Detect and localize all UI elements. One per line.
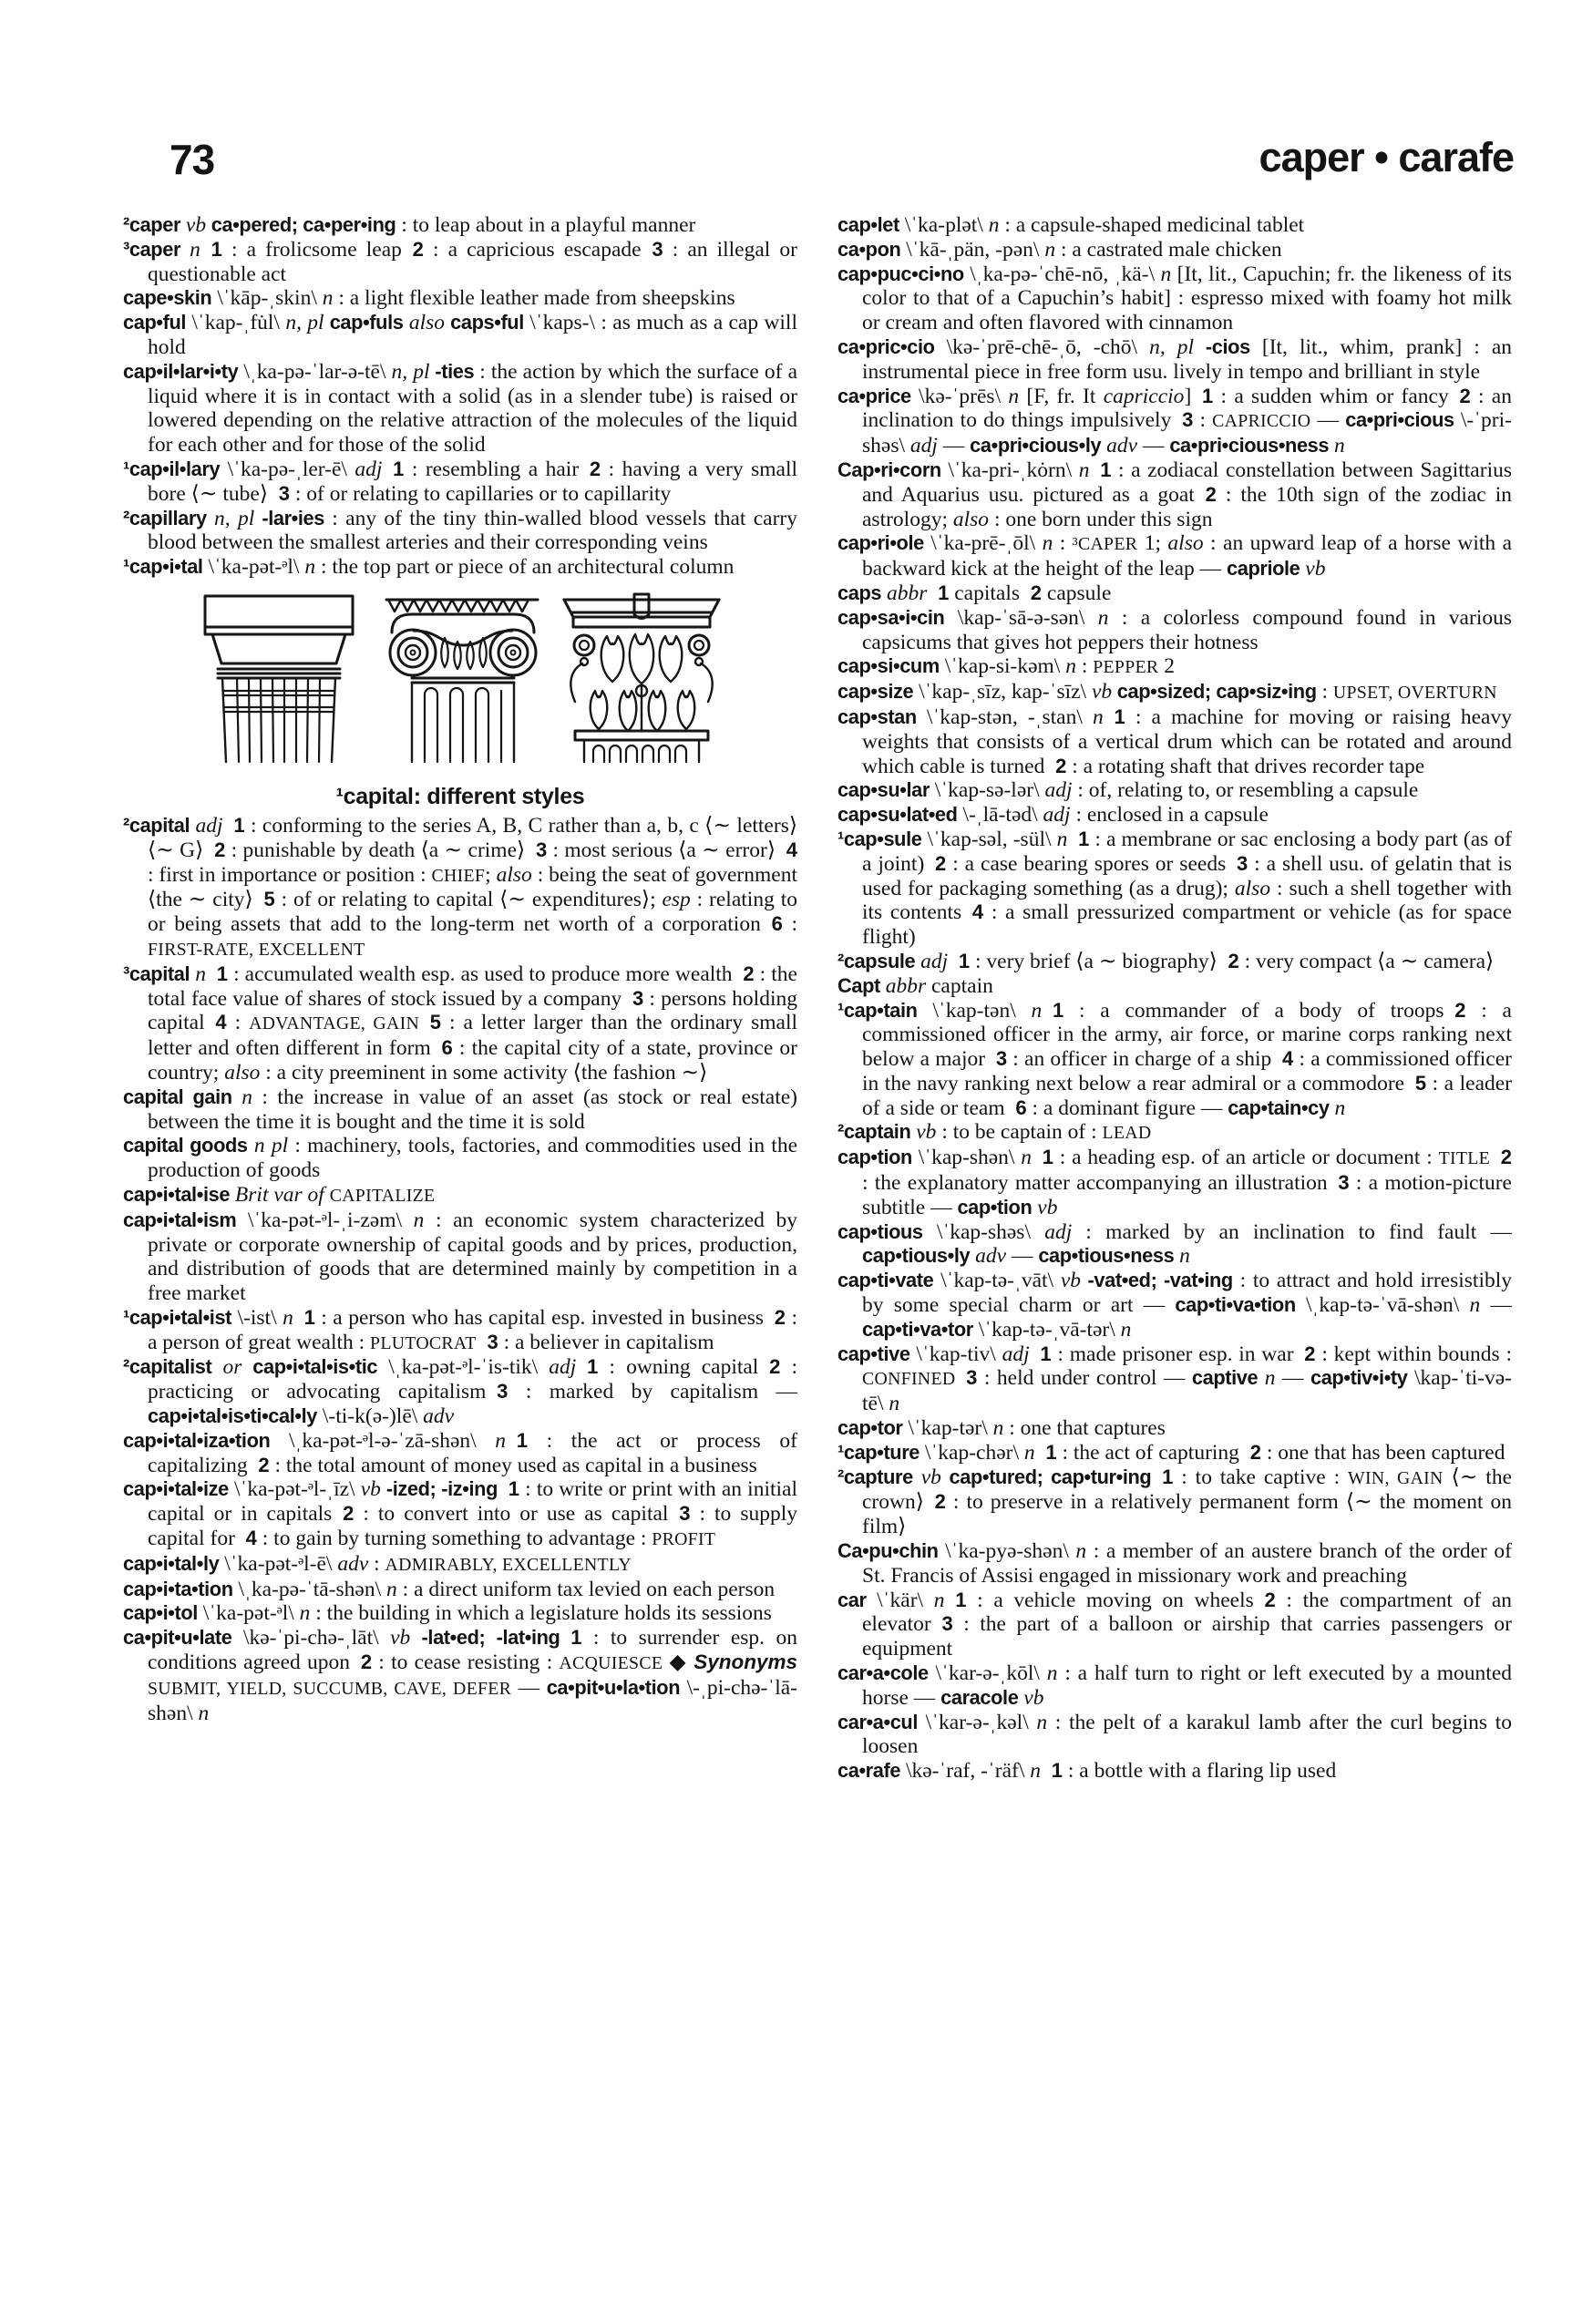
- dictionary-entry: cap•ri•ole \ˈka-prē-ˌōl\ n : ³CAPER 1; also : an upward leap of a horse with a backward kick at the height of the leap — capriole vb: [837, 531, 1513, 581]
- dictionary-entry: Ca•pu•chin \ˈka-pyə-shən\ n : a member of an austere branch of the order of St. Francis of Assisi engaged in missionary work and preaching: [837, 1539, 1512, 1588]
- left-column: [123, 213, 797, 1784]
- dictionary-entry: cap•sa•i•cin \kap-ˈsā-ə-sən\ n : a colorless compound found in various capsicums that gives hot peppers their hotness: [837, 605, 1512, 654]
- dictionary-entry: cap•i•tal•iza•tion \ˌka-pət-ᵊl-ə-ˈzā-shən\ n 1 : the act or process of capitalizing 2 : the total amount of money used as capital in a business: [123, 1428, 797, 1477]
- dictionary-entry: ¹cap•tain \ˈkap-tən\ n 1 : a commander of a body of troops 2 : a commissioned officer in the army, air force, or marine corps ranking next below a major 3 : an officer in charge of a ship 4 : a commissioned officer in the navy ranking next below a rear admiral or a commodore 5 : a leader of a side or team 6 : a dominant figure — cap•tain•cy n: [837, 998, 1513, 1120]
- dictionary-entry: cap•su•lat•ed \-ˌlā-təd\ adj : enclosed in a capsule: [837, 803, 1269, 828]
- dictionary-entry: ¹cap•ture \ˈkap-chər\ n 1 : the act of capturing 2 : one that has been captured: [837, 1440, 1505, 1465]
- dictionary-entry: ¹cap•il•lary \ˈka-pə-ˌler-ē\ adj 1 : resembling a hair 2 : having a very small bore ⟨∼ tube⟩ 3 : of or relating to capillaries or to capillarity: [123, 457, 798, 506]
- text-columns: [123, 213, 1512, 1784]
- dictionary-entry: car•a•cul \ˈkar-ə-ˌkəl\ n : the pelt of a karakul lamb after the curl begins to loosen: [837, 1710, 1512, 1759]
- dictionary-entry: ²capitalist or cap•i•tal•is•tic \ˌka-pət-ᵊl-ˈis-tik\ adj 1 : owning capital 2 : practicing or advocating capitalism 3 : marked by capitalism — cap•i•tal•is•ti•cal•ly \-ti-k(ə-)lē\ adv: [123, 1355, 798, 1429]
- dictionary-entry: cap•il•lar•i•ty \ˌka-pə-ˈlar-ə-tē\ n, pl -ties : the action by which the surface of a liquid where it is in contact with a solid (as in a slender tube) is raised or lowered depending on the relative attraction of the molecules of the liquid for each other and for those of the solid: [123, 359, 798, 458]
- dictionary-entry: cap•si•cum \ˈkap-si-kəm\ n : PEPPER 2: [837, 654, 1176, 679]
- dictionary-entry: ¹cap•i•tal•ist \-ist\ n 1 : a person who has capital esp. invested in business 2 : a person of great wealth : PLUTOCRAT 3 : a believer in capitalism: [123, 1305, 797, 1354]
- dictionary-entry: cap•tor \ˈkap-tər\ n : one that captures: [837, 1416, 1166, 1441]
- dictionary-entry: cap•size \ˈkap-ˌsīz, kap-ˈsīz\ vb cap•sized; cap•siz•ing : UPSET, OVERTURN: [837, 680, 1497, 704]
- dictionary-entry: ²captain vb : to be captain of : LEAD: [837, 1120, 1152, 1145]
- dictionary-entry: ¹cap•sule \ˈkap-səl, -sül\ n 1 : a membrane or sac enclosing a body part (as of a joint) 2 : a case bearing spores or seeds 3 : a shell usu. of gelatin that is used for packaging something (as a drug); also : such a shell together with its contents 4 : a small pressurized compartment or vehicle (as for space flight): [837, 827, 1512, 950]
- doric-capital-drawing: [205, 596, 353, 762]
- dictionary-entry: cap•ti•vate \ˈkap-tə-ˌvāt\ vb -vat•ed; -vat•ing : to attract and hold irresistibly by some special charm or art — cap•ti•va•tion \ˌkap-tə-ˈvā-shən\ n — cap•ti•va•tor \ˈkap-tə-ˌvā-tər\ n: [837, 1269, 1513, 1342]
- dictionary-entry: ¹cap•i•tal \ˈka-pət-ᵊl\ n : the top part or piece of an architectural column: [123, 555, 735, 580]
- right-column: [837, 213, 1512, 1784]
- ionic-capital-drawing: [386, 600, 538, 762]
- dictionary-entry: Cap•ri•corn \ˈka-pri-ˌkȯrn\ n 1 : a zodiacal constellation between Sagittarius and Aquarius usu. pictured as a goat 2 : the 10th sign of the zodiac in astrology; also : one born under this sign: [837, 458, 1513, 531]
- dictionary-entry: ca•rafe \kə-ˈraf, -ˈräf\ n 1 : a bottle with a flaring lip used: [837, 1759, 1337, 1784]
- dictionary-entry: ca•price \kə-ˈprēs\ n [F, fr. It capriccio] 1 : a sudden whim or fancy 2 : an inclination to do things impulsively 3 : CAPRICCIO — ca•pri•cious \-ˈpri-shəs\ adj — ca•pri•cious•ly adv — ca•pri•cious•ness n: [837, 384, 1512, 458]
- dictionary-entry: cap•i•tal•ise Brit var of CAPITALIZE: [123, 1182, 436, 1207]
- capital-styles-illustration: [196, 592, 724, 767]
- figure-caption: ¹capital: different styles: [335, 783, 585, 809]
- dictionary-entry: ca•pric•cio \kə-ˈprē-chē-ˌō, -chō\ n, pl -cios [It, lit., whim, prank] : an instrumental piece in free form usu. lively in tempo and brilliant in style: [837, 334, 1512, 384]
- dictionary-entry: cap•i•tol \ˈka-pət-ᵊl\ n : the building in which a legislature holds its sessions: [123, 1601, 772, 1626]
- dictionary-entry: Capt abbr captain: [837, 973, 993, 998]
- dictionary-entry: cape•skin \ˈkāp-ˌskin\ n : a light flexible leather made from sheepskins: [123, 286, 735, 311]
- page-number: 73: [170, 136, 215, 183]
- dictionary-entry: cap•tion \ˈkap-shən\ n 1 : a heading esp. of an article or document : TITLE 2 : the explanatory matter accompanying an illustration 3 : a motion-picture subtitle — cap•tion vb: [837, 1146, 1512, 1219]
- dictionary-entry: cap•puc•ci•no \ˌka-pə-ˈchē-nō, ˌkä-\ n [It, lit., Capuchin; fr. the likeness of its color to that of a Capuchin’s habit] : espresso mixed with foamy hot milk or cream and often flavored with cinnamon: [837, 262, 1512, 335]
- right-column-entries: [837, 213, 1512, 1784]
- dictionary-entry: cap•i•tal•ize \ˈka-pət-ᵊl-ˌīz\ vb -ized; -iz•ing 1 : to write or print with an initial capital or in capitals 2 : to convert into or use as capital 3 : to supply capital for 4 : to gain by turning something to advantage : PROFIT: [123, 1477, 798, 1551]
- dictionary-entry: caps abbr 1 capitals 2 capsule: [837, 581, 1112, 605]
- dictionary-entry: ²caper vb ca•pered; ca•per•ing : to leap about in a playful manner: [123, 213, 696, 237]
- dictionary-entry: capital goods n pl : machinery, tools, factories, and commodities used in the production of goods: [123, 1134, 798, 1183]
- dictionary-entry: ³caper n 1 : a frolicsome leap 2 : a capricious escapade 3 : an illegal or questionable act: [123, 237, 797, 286]
- dictionary-entry: cap•stan \ˈkap-stən, -ˌstan\ n 1 : a machine for moving or raising heavy weights that consists of a vertical drum which can be rotated and around which cable is turned 2 : a rotating shaft that drives recorder tape: [837, 704, 1512, 778]
- guide-words: caper • carafe: [1259, 134, 1514, 180]
- dictionary-entry: car \ˈkär\ n 1 : a vehicle moving on wheels 2 : the compartment of an elevator 3 : the part of a balloon or airship that carries passengers or equipment: [837, 1588, 1513, 1661]
- dictionary-entry: car•a•cole \ˈkar-ə-ˌkōl\ n : a half turn to right or left executed by a mounted horse — caracole vb: [837, 1661, 1512, 1710]
- dictionary-entry: ²capillary n, pl -lar•ies : any of the tiny thin-walled blood vessels that carry blood between the smallest arteries and their corresponding veins: [123, 506, 798, 555]
- dictionary-entry: ³capital n 1 : accumulated wealth esp. as used to produce more wealth 2 : the total face value of shares of stock issued by a company 3 : persons holding capital 4 : ADVANTAGE, GAIN 5 : a letter larger than the ordinary small letter and often different in form 6 : the capital city of a state, province or country; also : a city preeminent in some activity ⟨the fashion ∼⟩: [123, 961, 797, 1085]
- dictionary-entry: cap•i•tal•ism \ˈka-pət-ᵊl-ˌi-zəm\ n : an economic system characterized by private or corporate ownership of capital goods and by prices, production, and distribution of goods that are determined mainly by competition in a free market: [123, 1208, 797, 1306]
- dictionary-entry: ca•pon \ˈkā-ˌpän, -pən\ n : a castrated male chicken: [837, 237, 1282, 262]
- dictionary-entry: ²capsule adj 1 : very brief ⟨a ∼ biography⟩ 2 : very compact ⟨a ∼ camera⟩: [837, 949, 1495, 973]
- corinthian-capital-drawing: [564, 594, 719, 762]
- dictionary-entry: cap•ful \ˈkap-ˌfu̇l\ n, pl cap•fuls also caps•ful \ˈkaps-\ : as much as a cap will hold: [123, 311, 797, 359]
- dictionary-entry: cap•i•ta•tion \ˌka-pə-ˈtā-shən\ n : a direct uniform tax levied on each person: [123, 1577, 776, 1601]
- dictionary-entry: ²capture vb cap•tured; cap•tur•ing 1 : to take captive : WIN, GAIN ⟨∼ the crown⟩ 2 : to preserve in a relatively permanent form ⟨∼ the moment on film⟩: [837, 1465, 1513, 1539]
- left-column-entries-bottom: [123, 814, 797, 1725]
- dictionary-entry: ²capital adj 1 : conforming to the series A, B, C rather than a, b, c ⟨∼ letters⟩ ⟨∼ G⟩ 2 : punishable by death ⟨a ∼ crime⟩ 3 : most serious ⟨a ∼ error⟩ 4 : first in importance or position : CHIEF; also : being the seat of government ⟨the ∼ city⟩ 5 : of or relating to capital ⟨∼ expenditures⟩; esp : relating to or being assets that add to the long-term net worth of a corporation 6 : FIRST-RATE, EXCELLENT: [123, 813, 798, 960]
- dictionary-entry: cap•let \ˈka-plət\ n : a capsule-shaped medicinal tablet: [837, 213, 1305, 237]
- dictionary-entry: ca•pit•u•late \kə-ˈpi-chə-ˌlāt\ vb -lat•ed; -lat•ing 1 : to surrender esp. on conditions agreed upon 2 : to cease resisting : ACQUIESCE ◆ Synonyms SUBMIT, YIELD, SUCCUMB, CAVE, DEFER — ca•pit•u•la•tion \-ˌpi-chə-ˈlā-shən\ n: [123, 1626, 797, 1725]
- left-column-entries-top: [123, 213, 797, 580]
- dictionary-entry: cap•tive \ˈkap-tiv\ adj 1 : made prisoner esp. in war 2 : kept within bounds : CONFINED 3 : held under control — captive n — cap•tiv•i•ty \kap-ˈti-və-tē\ n: [837, 1342, 1513, 1416]
- dictionary-entry: cap•su•lar \ˈkap-sə-lər\ adj : of, relating to, or resembling a capsule: [837, 778, 1419, 803]
- capital-figure: [123, 580, 797, 814]
- dictionary-entry: cap•tious \ˈkap-shəs\ adj : marked by an inclination to find fault — cap•tious•ly adv — cap•tious•ness n: [837, 1219, 1512, 1269]
- dictionary-entry: capital gain n : the increase in value of an asset (as stock or real estate) between the time it is bought and the time it is sold: [123, 1085, 798, 1134]
- dictionary-entry: cap•i•tal•ly \ˈka-pət-ᵊl-ē\ adv : ADMIRABLY, EXCELLENTLY: [123, 1551, 632, 1576]
